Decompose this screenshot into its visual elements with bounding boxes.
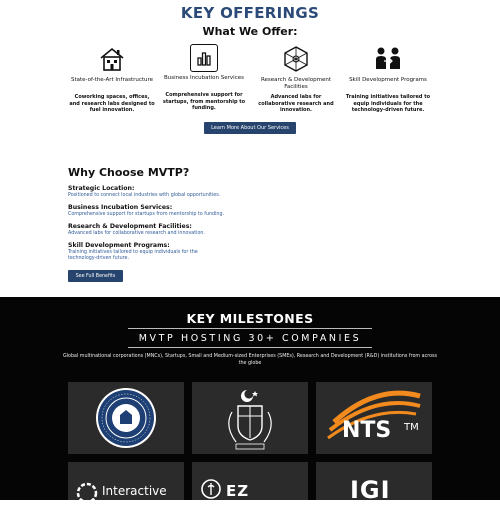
offering-title: Research & Development Facilities (260, 77, 332, 90)
chart-icon (190, 44, 218, 72)
see-full-benefits-button[interactable]: See Full Benefits (68, 270, 123, 282)
nts-trademark: TM (404, 422, 419, 433)
offering-card-skills (345, 44, 431, 114)
government-emblem-logo (192, 382, 308, 454)
benefit-item (68, 242, 318, 262)
benefit-heading: Business Incubation Services: (68, 204, 173, 211)
offering-title: Skill Development Programs (349, 77, 427, 83)
benefit-desc: Comprehensive support for startups from mentorship to funding. (68, 212, 225, 217)
nts-logo-text: NTS (342, 418, 392, 443)
university-seal-logo (68, 382, 184, 454)
offering-card-incubation (161, 44, 247, 112)
benefit-item (68, 223, 318, 237)
benefit-heading: Research & Development Facilities: (68, 223, 192, 230)
igi-logo (316, 462, 432, 504)
benefit-desc: Training initiatives tailored to equip individuals for the technology-driven future. (68, 250, 198, 261)
offering-title: State-of-the-Art Infrastructure (70, 77, 154, 83)
ez-shifa-logo (192, 462, 308, 518)
offering-card-infrastructure (69, 44, 155, 114)
key-offerings-title: KEY OFFERINGS (180, 4, 320, 22)
offering-title: Business Incubation Services (164, 75, 244, 81)
interactive-logo (68, 462, 184, 500)
interactive-logo-text: Interactive (102, 484, 167, 498)
benefit-item (68, 204, 318, 218)
benefit-desc: Advanced labs for collaborative research and innovation. (68, 231, 205, 236)
what-we-offer-subtitle: What We Offer: (202, 25, 298, 38)
offering-desc: Comprehensive support for startups, from mentorship to funding. (162, 92, 246, 111)
divider (128, 347, 372, 348)
benefit-heading: Strategic Location: (68, 185, 135, 192)
people-icon (373, 44, 403, 74)
offering-desc: Advanced labs for collaborative research and innovation. (258, 94, 334, 113)
why-choose-section (68, 166, 318, 267)
benefit-desc: Positioned to connect local industries with global opportunities. (68, 193, 221, 198)
building-icon (97, 44, 127, 74)
network-icon (281, 44, 311, 74)
nts-logo (316, 382, 432, 454)
key-milestones-title: KEY MILESTONES (186, 311, 314, 326)
igi-logo-text: IGI (350, 476, 391, 504)
benefit-item (68, 185, 318, 199)
divider (128, 328, 372, 329)
offering-desc: Coworking spaces, offices, and research labs designed to fuel innovation. (69, 94, 155, 113)
milestones-description: Global multinational corporations (MNCs), Startups, Small and Medium-sized Enterprises (SMEs), Research and Development (R&D) institutions from across the globe (62, 354, 438, 366)
offering-card-research (253, 44, 339, 114)
benefit-heading: Skill Development Programs: (68, 242, 170, 249)
offering-desc: Training initiatives tailored to equip individuals for the technology-driven future. (345, 94, 431, 113)
ez-shifa-logo-text: EZ SHIFA (226, 482, 281, 518)
why-choose-title: Why Choose MVTP? (68, 166, 190, 179)
learn-more-button[interactable]: Learn More About Our Services (204, 122, 296, 134)
hosting-companies-subtitle: MVTP HOSTING 30+ COMPANIES (138, 333, 362, 344)
